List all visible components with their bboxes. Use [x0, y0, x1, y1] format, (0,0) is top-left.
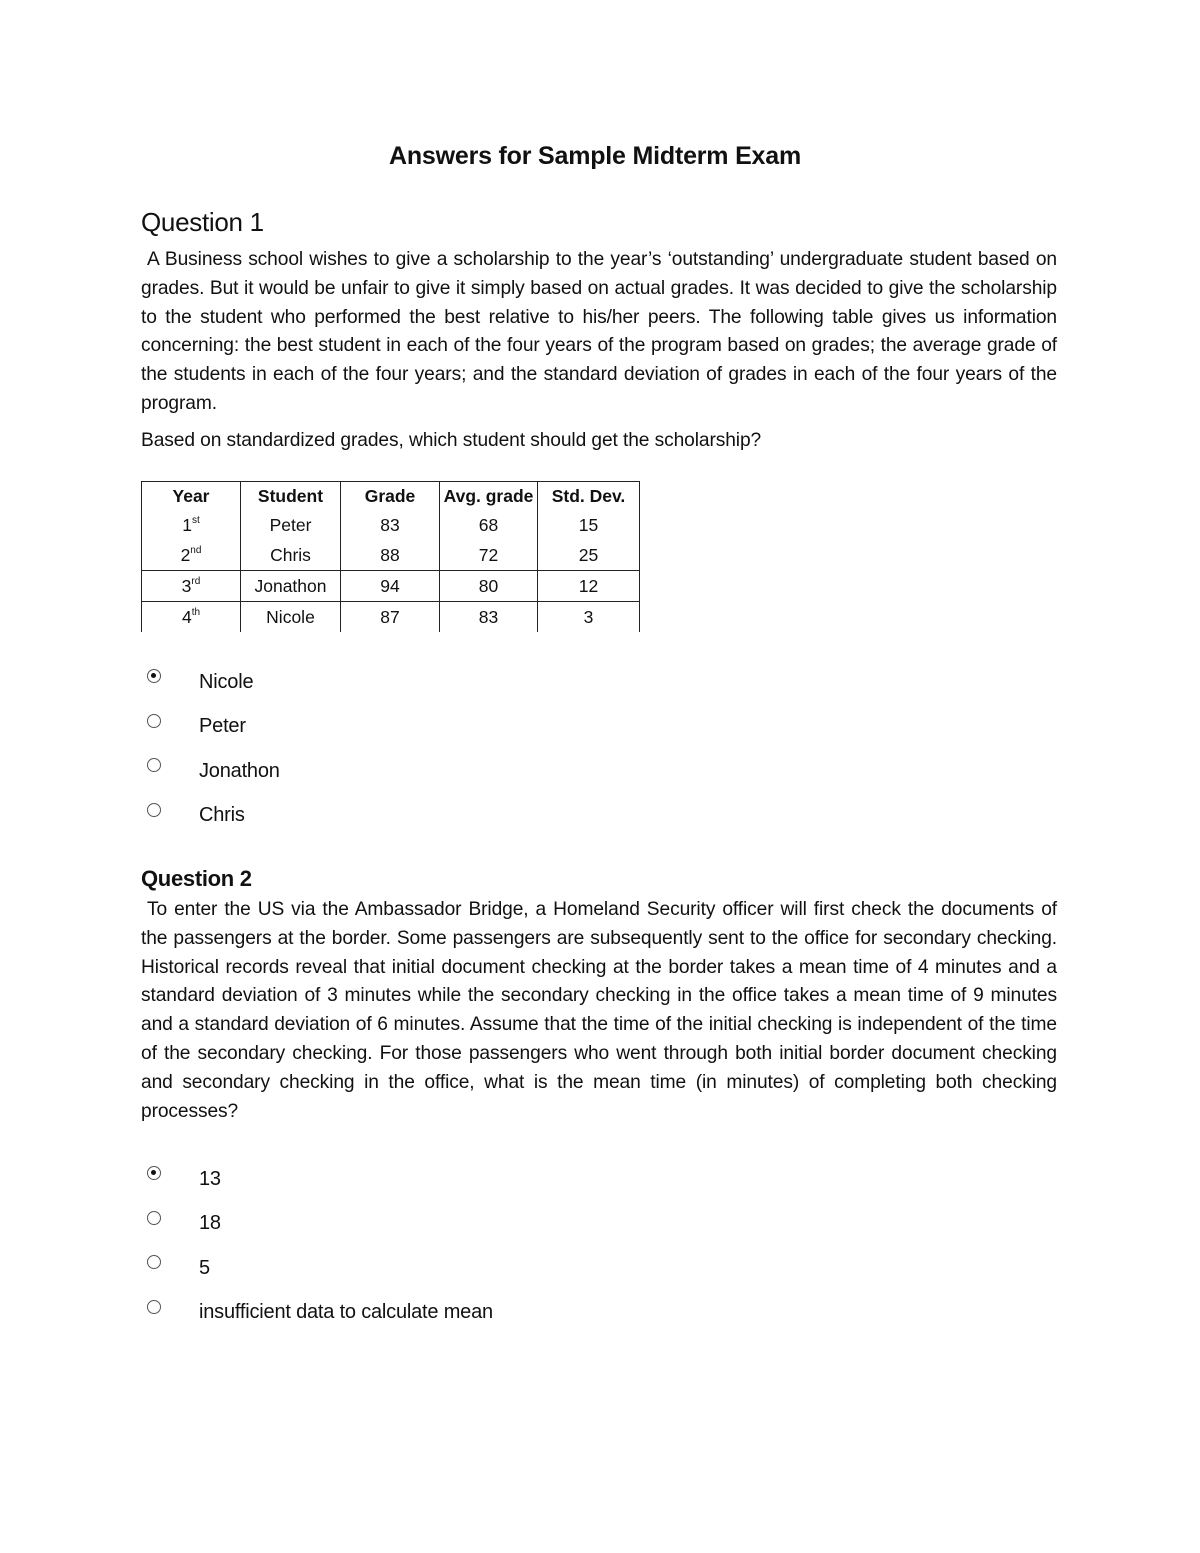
question-1-body: A Business school wishes to give a scholarship to the year’s ‘outstanding’ undergraduate student based on grades. But it would be unfair to give it simply based on actual grades. It was decided to give the scholarship to the student who performed the best relative to his/her peers. The following table gives us information concerning: the best student in each of the four years of the program based on grades; the average grade of the students in each of the four years; and the standard deviation of grades in each of the four years of the program. — [141, 249, 1057, 414]
avg-grade-cell: 68 — [440, 510, 538, 540]
table-header-cell: Avg. grade — [440, 482, 538, 511]
avg-grade-cell: 83 — [440, 602, 538, 633]
std-dev-cell: 12 — [538, 571, 640, 602]
table-header-cell: Grade — [341, 482, 440, 511]
radio-button[interactable] — [147, 1166, 161, 1180]
grade-cell: 88 — [341, 540, 440, 571]
grade-cell: 87 — [341, 602, 440, 633]
avg-grade-cell: 80 — [440, 571, 538, 602]
student-cell: Nicole — [241, 602, 341, 633]
radio-button[interactable] — [147, 669, 161, 683]
question-1-options — [147, 660, 280, 838]
question-2-body: To enter the US via the Ambassador Bridge, a Homeland Security officer will first check the documents of the passengers at the border. Some passengers are subsequently sent to the office for secondary checking. Historical records reveal that initial document checking at the border takes a mean time of 4 minutes and a standard deviation of 3 minutes while the secondary checking in the office takes a mean time of 9 minutes and a standard deviation of 6 minutes. Assume that the time of the initial checking is independent of the time of the secondary checking. For those passengers who went through both initial border document checking and secondary checking in the office, what is the mean time (in minutes) of completing both checking processes? — [141, 899, 1057, 1122]
scholarship-table — [141, 481, 640, 632]
answer-option-label: Nicole — [199, 670, 254, 693]
std-dev-cell: 25 — [538, 540, 640, 571]
grade-cell: 94 — [341, 571, 440, 602]
radio-button[interactable] — [147, 1255, 161, 1269]
table-row — [142, 602, 640, 633]
answer-option[interactable] — [147, 660, 280, 705]
std-dev-cell: 15 — [538, 510, 640, 540]
answer-option[interactable] — [147, 705, 280, 750]
table-header-cell: Year — [142, 482, 241, 511]
question-1-prompt: Based on standardized grades, which student should get the scholarship? — [141, 430, 762, 451]
answer-option[interactable] — [147, 1291, 493, 1336]
avg-grade-cell: 72 — [440, 540, 538, 571]
answer-option-label: insufficient data to calculate mean — [199, 1301, 493, 1324]
question-2-heading: Question 2 — [141, 866, 252, 891]
year-cell: 2nd — [142, 540, 241, 571]
table-row — [142, 510, 640, 540]
year-cell: 1st — [142, 510, 241, 540]
std-dev-cell: 3 — [538, 602, 640, 633]
answer-option[interactable] — [147, 749, 280, 794]
student-cell: Chris — [241, 540, 341, 571]
radio-button[interactable] — [147, 1211, 161, 1225]
table-header-cell: Student — [241, 482, 341, 511]
answer-option-label: 13 — [199, 1167, 221, 1190]
answer-option[interactable] — [147, 1246, 493, 1291]
table-header-cell: Std. Dev. — [538, 482, 640, 511]
document-title: Answers for Sample Midterm Exam — [389, 142, 801, 170]
table-row — [142, 571, 640, 602]
answer-option[interactable] — [147, 1202, 493, 1247]
student-cell: Peter — [241, 510, 341, 540]
radio-button[interactable] — [147, 1300, 161, 1314]
year-cell: 4th — [142, 602, 241, 633]
answer-option-label: 5 — [199, 1256, 210, 1279]
radio-button[interactable] — [147, 758, 161, 772]
year-cell: 3rd — [142, 571, 241, 602]
student-cell: Jonathon — [241, 571, 341, 602]
answer-option-label: Chris — [199, 804, 245, 827]
answer-option-label: Peter — [199, 715, 246, 738]
table-row — [142, 540, 640, 571]
radio-button[interactable] — [147, 803, 161, 817]
answer-option-label: Jonathon — [199, 759, 280, 782]
answer-option[interactable] — [147, 1157, 493, 1202]
answer-option[interactable] — [147, 794, 280, 839]
table-header-row — [142, 482, 640, 511]
question-1-heading: Question 1 — [141, 207, 264, 237]
radio-button[interactable] — [147, 714, 161, 728]
answer-option-label: 18 — [199, 1212, 221, 1235]
question-2-options — [147, 1157, 493, 1335]
grade-cell: 83 — [341, 510, 440, 540]
